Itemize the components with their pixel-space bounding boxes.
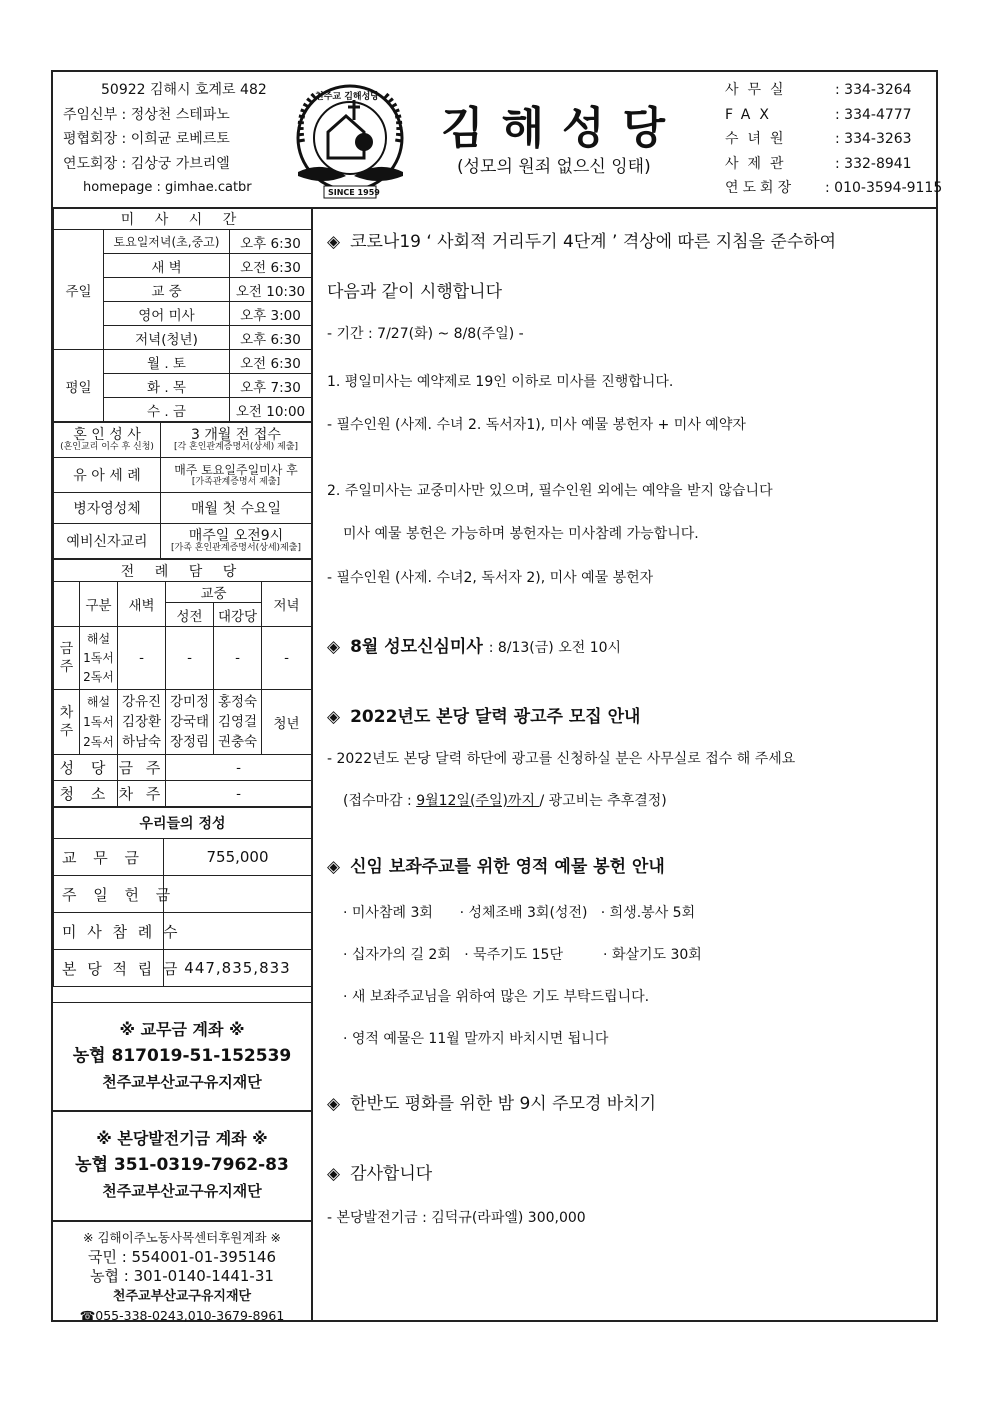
notice-calendar-title [327, 702, 640, 727]
notice-title-text: 2022년도 본당 달력 광고주 모집 안내 [350, 707, 641, 727]
sacrament-note: (혼인교리 이수 후 신청) [60, 441, 154, 452]
contact-value: : 332-8941 [835, 155, 912, 172]
page-title: 김해성당 [441, 103, 684, 154]
offering-value: 755,000 [164, 839, 312, 876]
mass-name: 교 중 [104, 278, 230, 302]
mass-time: 오후 7:30 [230, 374, 312, 398]
contact-row [725, 127, 942, 152]
notice-bishop-line: · 십자가의 길 2회 · 묵주기도 15단 · 화살기도 30회 [343, 947, 702, 963]
account-number: 농협 351-0319-7962-83 [75, 1155, 289, 1175]
reader-name: 김장환 [121, 714, 162, 730]
notice-bishop-line: · 새 보좌주교님을 위하여 많은 기도 부탁드립니다. [343, 989, 650, 1005]
this-week-dawn: - [118, 627, 166, 690]
account-owner: 천주교부산교구유지재단 [112, 1288, 252, 1304]
reader-name: 하남숙 [121, 734, 162, 750]
offering-label: 교 무 금 [54, 839, 164, 876]
deadline-prefix: (접수마감 : [343, 793, 417, 809]
liturgy-heading: 전 례 담 당 [54, 560, 312, 582]
reader-name: 홍정숙 [217, 694, 258, 710]
sacrament-value-note: [가족 혼인관계증명서(상세)제출] [171, 542, 301, 553]
contact-label: 사제관 [725, 155, 793, 172]
contact-row [725, 103, 942, 128]
account-number: 농협 817019-51-152539 [72, 1046, 292, 1066]
pastor: 주임신부 : 정상천 스테파노 [63, 106, 230, 123]
deadline-date: 9월12일(주일)까지 [416, 793, 540, 809]
notice-title-text: 8월 성모신심미사 [350, 637, 483, 657]
offering-value [164, 876, 312, 913]
col-seongjeon: 성전 [166, 603, 214, 627]
notice-peace-prayer [327, 1089, 656, 1114]
liturgy-table [53, 559, 312, 807]
bullet-icon: ◈ [327, 1164, 341, 1184]
role-list [80, 627, 118, 690]
account-title: ※ 교무금 계좌 ※ [119, 1020, 245, 1039]
sacrament-name: 예비신자교리 [54, 524, 161, 559]
notice-bishop-title [327, 852, 665, 877]
role: 2독서 [83, 735, 114, 749]
flower-label: 성 당 [54, 755, 118, 781]
next-week-evening: 청년 [262, 690, 312, 755]
account-owner: 천주교부산교구유지재단 [102, 1073, 262, 1091]
sacrament-name: 혼 인 성 사 [73, 426, 141, 443]
col-hall: 대강당 [214, 603, 262, 627]
contact-row [725, 78, 942, 103]
this-week-label: 금주 [54, 627, 80, 690]
address: 50922 김해시 호계로 482 [101, 82, 267, 98]
sacrament-value: 매주일 오전9시 [188, 527, 284, 544]
offerings-heading: 우리들의 정성 [54, 808, 312, 839]
logo-since: SINCE 1959 [328, 188, 380, 197]
notice-covid-item: 1. 평일미사는 예약제로 19인 이하로 미사를 진행합니다. [327, 374, 674, 390]
notice-covid-title2: 다음과 같이 시행합니다 [327, 282, 503, 302]
bullet-icon: ◈ [327, 637, 341, 657]
offering-label: 본 당 적 립 금 [54, 950, 164, 987]
flower-value: - [166, 755, 312, 781]
notice-covid-item: 미사 예물 봉헌은 가능하며 봉헌자는 미사참례 가능합니다. [343, 526, 699, 542]
sacrament-value: 3 개월 전 접수 [191, 426, 281, 443]
account-box-development [53, 1112, 311, 1222]
reader-name: 김영걸 [217, 714, 258, 730]
mass-name: 수 . 금 [104, 398, 230, 422]
col-gubun: 구분 [80, 582, 118, 627]
page-subtitle: (성모의 원죄 없으신 잉태) [457, 157, 651, 177]
account-title: ※ 본당발전기금 계좌 ※ [96, 1129, 268, 1148]
contact-label: 수녀원 [725, 131, 793, 147]
mass-time: 오후 6:30 [230, 326, 312, 350]
role: 해설 [86, 695, 111, 709]
yeondo-president: 연도회장 : 김상궁 가브리엘 [63, 155, 230, 172]
flower-week: 금 주 [118, 755, 166, 781]
homepage: homepage : gimhae.catbr [83, 180, 252, 195]
mass-name: 새 벽 [104, 254, 230, 278]
mass-time: 오전 10:00 [230, 398, 312, 422]
account-line: 국민 : 554001-01-395146 [87, 1247, 276, 1266]
next-week-seongjeon [166, 690, 214, 755]
contact-label: 연도회장 [725, 180, 796, 196]
notice-title-text: 감사합니다 [350, 1164, 433, 1184]
notice-bishop-line: · 영적 예물은 11월 말까지 바치시면 됩니다 [343, 1031, 609, 1047]
mass-name: 토요일저녁(초,중고) [104, 230, 230, 254]
clean-label: 청 소 [54, 781, 118, 807]
clean-value: - [166, 781, 312, 807]
header [53, 72, 943, 209]
contact-value: : 334-3263 [835, 131, 912, 147]
reader-name: 강유진 [121, 694, 162, 710]
deadline-suffix: / 광고비는 추후결정) [539, 793, 667, 809]
notice-covid-period: - 기간 : 7/27(화) ~ 8/8(주일) - [327, 326, 524, 342]
role-list [80, 690, 118, 755]
logo-text: 천주교 김해성당 [315, 92, 379, 102]
offering-value [164, 913, 312, 950]
offerings-table [53, 807, 312, 987]
account-owner: 천주교부산교구유지재단 [102, 1182, 262, 1200]
account-line: 농협 : 301-0140-1441-31 [90, 1267, 274, 1285]
col-main: 교중 [166, 582, 262, 603]
contact-label: 사무실 [725, 82, 793, 98]
mass-time: 오후 6:30 [230, 230, 312, 254]
contact-row [725, 152, 942, 177]
sacrament-name: 병자영성체 [54, 493, 161, 524]
role: 2독서 [83, 669, 114, 684]
notice-title-text: 한반도 평화를 위한 밤 9시 주모경 바치기 [350, 1094, 657, 1114]
mass-name: 화 . 목 [104, 374, 230, 398]
mass-times-heading: 미 사 시 간 [54, 208, 312, 230]
notice-title-text: 신임 보좌주교를 위한 영적 예물 봉헌 안내 [350, 857, 665, 877]
next-week-label: 차주 [54, 690, 80, 755]
reader-name: 강미정 [169, 694, 210, 710]
contact-value: : 010-3594-9115 [825, 180, 943, 196]
notice-detail: : 8/13(금) 오전 10시 [488, 640, 622, 656]
role: 해설 [86, 631, 111, 646]
bullet-icon: ◈ [327, 232, 341, 252]
sacrament-value: 매월 첫 수요일 [161, 493, 312, 524]
contact-row [725, 176, 942, 201]
mass-time: 오전 6:30 [230, 350, 312, 374]
notice-covid-item: 2. 주일미사는 교중미사만 있으며, 필수인원 외에는 예약을 받지 않습니다 [327, 483, 773, 499]
sunday-label: 주일 [54, 230, 104, 350]
reader-name: 권충숙 [217, 734, 258, 750]
notice-bishop-line: · 미사참례 3회 · 성체조배 3회(성전) · 희생.봉사 5회 [343, 905, 696, 921]
notice-covid-item: - 필수인원 (사제. 수녀 2. 독서자1), 미사 예물 봉헌자 + 미사 예약자 [327, 417, 746, 433]
role: 1독서 [83, 715, 114, 729]
this-week-hall: - [214, 627, 262, 690]
sacrament-name: 유 아 세 례 [54, 458, 161, 493]
weekday-label: 평일 [54, 350, 104, 422]
this-week-seongjeon: - [166, 627, 214, 690]
reader-name: 강국태 [169, 714, 210, 730]
mass-time: 오후 3:00 [230, 302, 312, 326]
role: 1독서 [83, 650, 114, 665]
notice-marian-mass [327, 632, 621, 657]
contact-list [725, 78, 942, 201]
notice-title-text: 코로나19 ‘ 사회적 거리두기 4단계 ’ 격상에 따른 지침을 준수하여 [350, 232, 837, 252]
contact-label: FAX [725, 106, 778, 123]
col-evening: 저녁 [262, 582, 312, 627]
council-president: 평협회장 : 이희균 로베르토 [63, 131, 230, 147]
this-week-evening: - [262, 627, 312, 690]
notice-covid-item: - 필수인원 (사제. 수녀2, 독서자 2), 미사 예물 봉헌자 [327, 570, 654, 586]
bullet-icon: ◈ [327, 707, 341, 727]
notice-thanks-title [327, 1159, 432, 1184]
bullet-icon: ◈ [327, 1094, 341, 1114]
phone-number: ☎055-338-0243,010-3679-8961 [79, 1308, 285, 1323]
contact-value: : 334-3264 [835, 82, 912, 98]
bulletin-frame [51, 70, 943, 1323]
mass-time: 오전 10:30 [230, 278, 312, 302]
sacrament-value: 매주 토요일주일미사 후 [174, 462, 298, 477]
mass-times-table [53, 207, 312, 422]
sacraments-table [53, 422, 312, 559]
mass-time: 오전 6:30 [230, 254, 312, 278]
parish-info [63, 78, 267, 201]
sacrament-value-note: [각 혼인관계증명서(상세) 제출] [173, 441, 299, 452]
sacrament-value-note: [가족관계증명서 제출] [191, 476, 281, 487]
mass-name: 저녁(청년) [104, 326, 230, 350]
bullet-icon: ◈ [327, 857, 341, 877]
account-box-migrant [53, 1222, 311, 1322]
offering-label: 주 일 헌 금 [54, 876, 164, 913]
mass-name: 월 . 토 [104, 350, 230, 374]
account-box-offering [53, 1002, 311, 1112]
notice-calendar-line: - 2022년도 본당 달력 하단에 광고를 신청하실 분은 사무실로 접수 해 주세요 [327, 751, 796, 767]
clean-week: 차 주 [118, 781, 166, 807]
next-week-dawn [118, 690, 166, 755]
left-column [53, 207, 311, 1323]
contact-value: : 334-4777 [835, 106, 912, 123]
offering-value: 447,835,833 [164, 950, 312, 987]
account-title: ※ 김해이주노동사목센터후원계좌 ※ [83, 1230, 281, 1245]
reader-name: 장정림 [169, 734, 210, 750]
notice-calendar-deadline [343, 790, 667, 810]
offering-label: 미 사 참 례 수 [54, 913, 164, 950]
notice-thanks-line: - 본당발전기금 : 김덕규(라파엘) 300,000 [327, 1210, 586, 1226]
next-week-hall [214, 690, 262, 755]
notice-covid-title [327, 227, 836, 252]
col-dawn: 새벽 [118, 582, 166, 627]
mass-name: 영어 미사 [104, 302, 230, 326]
